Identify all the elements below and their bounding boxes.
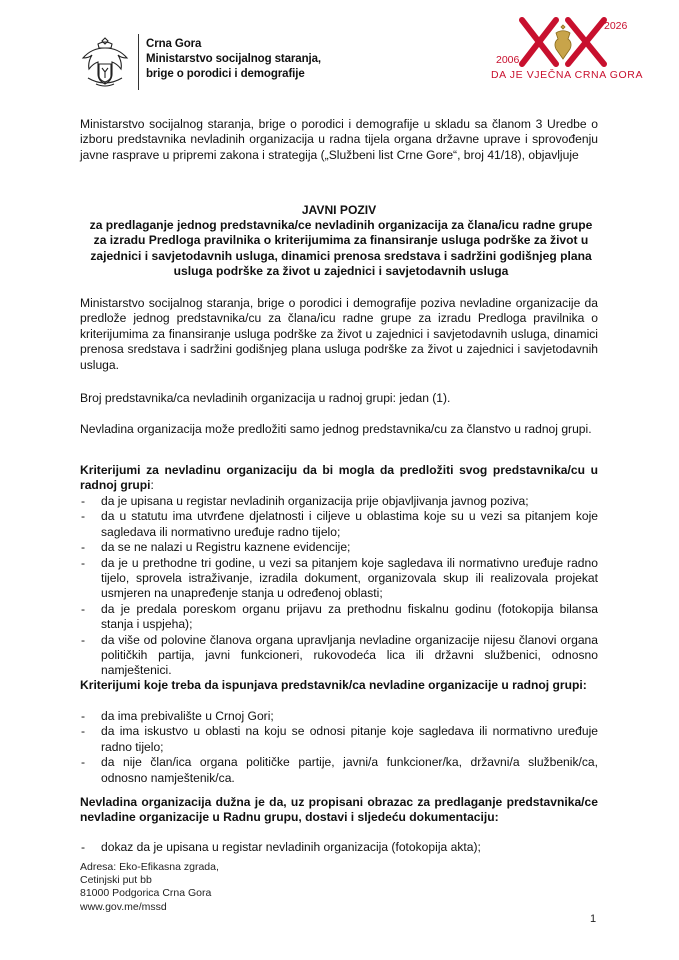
org-line-ministry-cont: brige o porodici i demografije (146, 68, 305, 80)
list-item: - da se ne nalazi u Registru kaznene evidencije; (80, 540, 598, 555)
criteria-rep-heading: Kriterijumi koje treba da ispunjava predstavnik/ca nevladine organizacije u radnoj grupi: (80, 678, 587, 692)
document-subtitle: za predlaganje jednog predstavnika/ce nevladinih organizacija za člana/icu radne grupe za izradu Predloga pravilnika o kriterijumima za finansiranje usluga podrške za život u zajednici i savjetodavnih usluga, dinamici prenosa sredstava i sadržini godišnjeg plana usluga podrške za život u zajednici i savjetodavnih usluga (89, 218, 593, 279)
list-item: - da je predala poreskom organu prijavu za prethodnu fiskalnu godinu (fotokopija bilansa stanja i uspjeha); (80, 602, 598, 633)
footer-line: 81000 Podgorica Crna Gora (80, 887, 212, 900)
logo-year-end: 2026 (604, 20, 628, 32)
coat-of-arms-icon (76, 34, 134, 92)
list-item: - da nije član/ica organa političke partije, javni/a funkcioner/ka, državni/a službenik/ca, odnosno namještenik/ca. (80, 755, 598, 786)
body-paragraph: Nevladina organizacija može predložiti samo jednog predstavnika/cu za članstvo u radnoj grupi. (80, 422, 592, 436)
list-item: - da ima prebivalište u Crnoj Gori; (80, 709, 598, 724)
list-item: - da ima iskustvo u oblasti na koju se odnosi pitanje koje sagledava ili normativno uređuje radno tijelo; (80, 724, 598, 755)
body-paragraph: Broj predstavnika/ca nevladinih organizacija u radnoj grupi: jedan (1). (80, 391, 451, 405)
footer-website-link[interactable]: www.gov.me/mssd (80, 900, 167, 913)
body-paragraph: Ministarstvo socijalnog staranja, brige o porodici i demografije poziva nevladine organizacije da predlože jednog predstavnika/cu za člana/icu radne grupe za izradu Predloga pravilnika o kriterijumima za finansiranje usluga podrške za život u zajednici i savjetodavnih usluga, dinamici prenosa sredstava i sadržini godišnjeg plana usluga podrške za život u zajednici i savjetodavnih usluga. (80, 296, 598, 372)
anniversary-logo (478, 14, 644, 94)
header-divider (138, 34, 139, 90)
footer-line: Cetinjski put bb (80, 874, 152, 887)
criteria-ngo-heading-colon: : (150, 478, 154, 493)
intro-paragraph: Ministarstvo socijalnog staranja, brige o porodici i demografije u skladu sa članom 3 Uredbe o izboru predstavnika nevladinih organizacija u radna tijela organa državne uprave i sprovođenju javne rasprave u pripremi zakona i strategija („Službeni list Crne Gore“, broj 41/18), objavljuje (80, 117, 598, 162)
list-item: - da je u prethodne tri godine, u vezi sa pitanjem koje sagledava ili normativno uređuje radno tijelo, sprovela istraživanje, izradila dokument, organizovala skup ili realizovala projekat usmjeren na unapređenje stanja u određenoj oblasti; (80, 556, 598, 602)
logo-year-start: 2006 (496, 54, 520, 66)
criteria-ngo-heading-text: Kriterijumi za nevladinu organizaciju da bi mogla da predložiti svog predstavnika/cu u radnoj grupi (80, 463, 598, 493)
footer-address (80, 861, 219, 914)
footer-line: Adresa: Eko-Efikasna zgrada, (80, 861, 219, 873)
criteria-ngo-list (80, 494, 598, 679)
xx-logo-mark-icon (516, 16, 612, 68)
logo-tagline: DA JE VJEČNA CRNA GORA (491, 69, 644, 81)
list-item: - da je upisana u registar nevladinih organizacija prije objavljivanja javnog poziva; (80, 494, 598, 509)
document-title: JAVNI POZIV (301, 203, 377, 217)
list-item: - da više od polovine članova organa upravljanja nevladine organizacije nijesu članovi organa političkih partija, javni funkcioneri, rukovodeća lica ili državni službenici, odnosno namještenici. (80, 633, 598, 679)
documentation-list (80, 840, 598, 855)
org-line-country: Crna Gora (146, 38, 202, 50)
list-item: - dokaz da je upisana u registar nevladinih organizacija (fotokopija akta); (80, 840, 598, 855)
criteria-rep-list (80, 709, 598, 786)
page-number: 1 (590, 913, 597, 925)
list-item: - da u statutu ima utvrđene djelatnosti i ciljeve u oblastima koje su u vezi sa pitanjem koje sagledava ili normativno uređuje radno tijelo; (80, 509, 598, 540)
org-line-ministry: Ministarstvo socijalnog staranja, (146, 53, 322, 65)
organization-name (146, 37, 321, 82)
documentation-heading: Nevladina organizacija dužna je da, uz propisani obrazac za predlaganje predstavnika/ce nevladine organizacije u Radnu grupu, dostavi i sljedeću dokumentaciju: (80, 795, 598, 825)
criteria-ngo-heading (80, 463, 598, 494)
